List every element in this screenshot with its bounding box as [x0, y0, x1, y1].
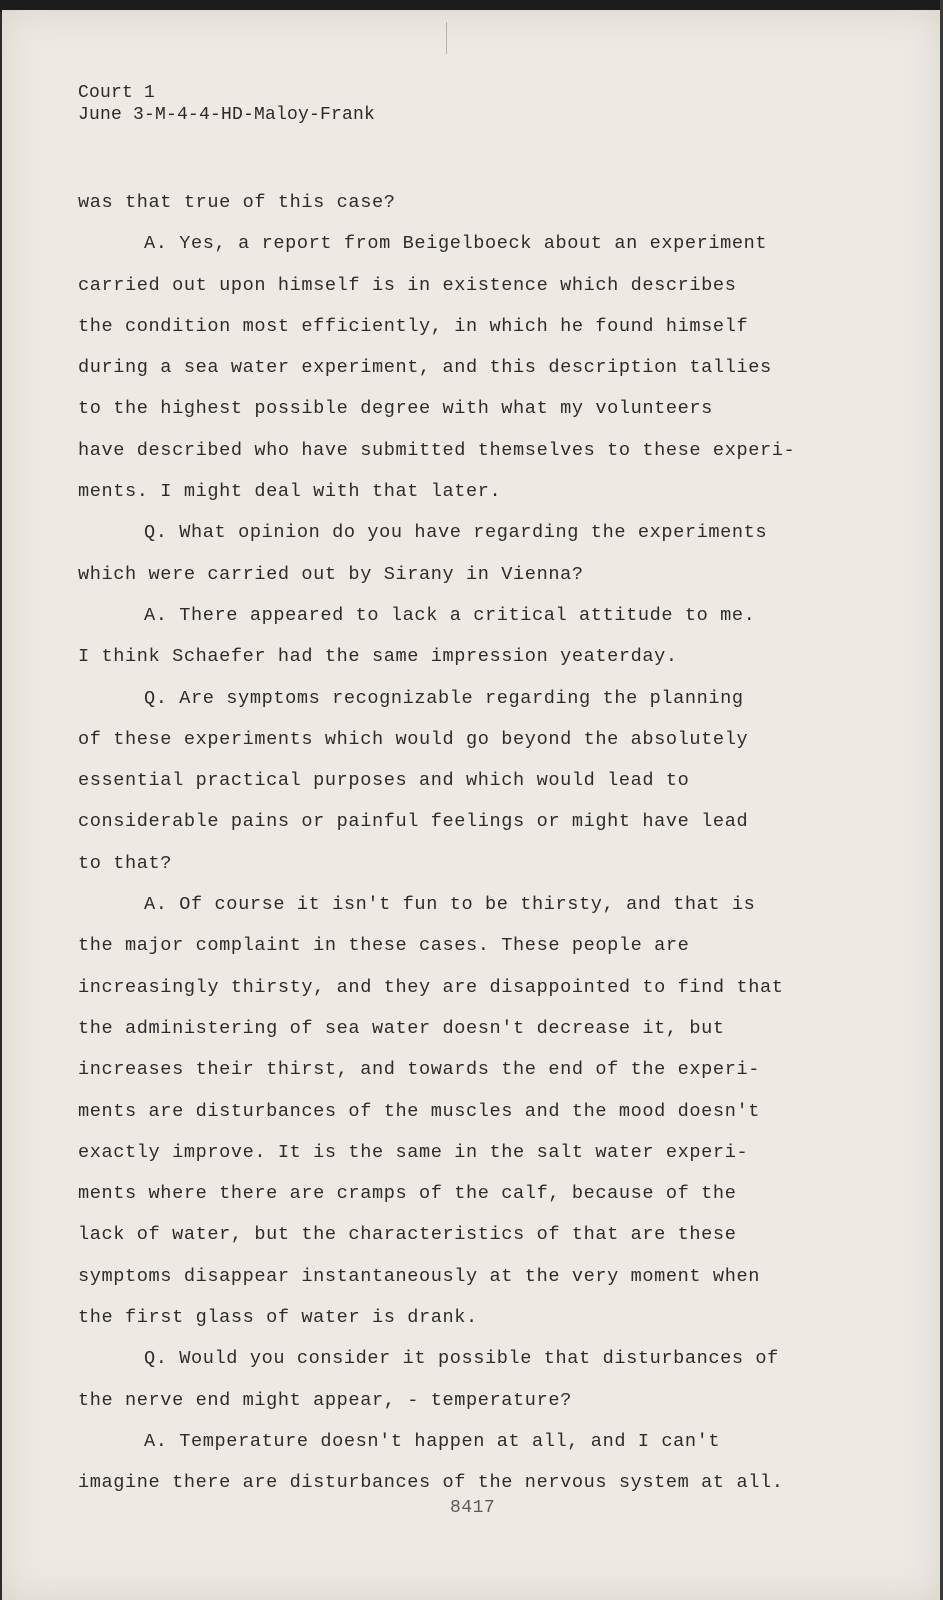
transcript-line: A. Temperature doesn't happen at all, and I can't: [144, 1430, 721, 1452]
transcript-line: considerable pains or painful feelings or might have lead: [78, 811, 749, 833]
transcript-line: I think Schaefer had the same impression yeaterday.: [78, 646, 678, 668]
transcript-line: the nerve end might appear, - temperature?: [78, 1389, 572, 1411]
transcript-line: the administering of sea water doesn't decrease it, but: [78, 1017, 725, 1039]
transcript-line: Q. Would you consider it possible that disturbances of: [144, 1348, 779, 1370]
transcript-line: was that true of this case?: [78, 192, 396, 213]
paper-fold-mark: [446, 22, 447, 54]
transcript-line: ments where there are cramps of the calf, because of the: [78, 1183, 737, 1205]
transcript-line: during a sea water experiment, and this description tallies: [78, 357, 772, 379]
transcript-line: ments are disturbances of the muscles and the mood doesn't: [78, 1100, 760, 1122]
transcript-body: [78, 182, 838, 1504]
transcript-line: Q. What opinion do you have regarding the experiments: [144, 522, 768, 544]
transcript-line: carried out upon himself is in existence which describes: [78, 274, 737, 296]
transcript-line: increasingly thirsty, and they are disappointed to find that: [78, 976, 784, 998]
transcript-line: of these experiments which would go beyond the absolutely: [78, 728, 749, 750]
transcript-line: A. There appeared to lack a critical attitude to me.: [144, 604, 756, 626]
document-header: [78, 82, 375, 126]
transcript-line: have described who have submitted themselves to these experi-: [78, 439, 796, 461]
transcript-line: essential practical purposes and which would lead to: [78, 770, 690, 792]
transcript-line: exactly improve. It is the same in the salt water experi-: [78, 1141, 749, 1163]
transcript-line: increases their thirst, and towards the end of the experi-: [78, 1059, 760, 1081]
transcript-line: which were carried out by Sirany in Vienna?: [78, 563, 584, 585]
transcript-line: the major complaint in these cases. These people are: [78, 935, 690, 957]
transcript-line: the condition most efficiently, in which he found himself: [78, 315, 749, 337]
transcript-line: A. Yes, a report from Beigelboeck about an experiment: [144, 233, 768, 255]
session-label: June 3-M-4-4-HD-Maloy-Frank: [78, 105, 376, 125]
page-number: 8417: [450, 1498, 496, 1518]
document-page: [2, 10, 941, 1600]
transcript-line: lack of water, but the characteristics of that are these: [78, 1224, 737, 1246]
transcript-line: A. Of course it isn't fun to be thirsty, and that is: [144, 894, 756, 916]
transcript-line: symptoms disappear instantaneously at the very moment when: [78, 1265, 760, 1287]
transcript-line: the first glass of water is drank.: [78, 1307, 478, 1329]
transcript-line: imagine there are disturbances of the nervous system at all.: [78, 1472, 784, 1494]
transcript-line: Q. Are symptoms recognizable regarding the planning: [144, 687, 744, 709]
court-label: Court 1: [78, 83, 156, 103]
transcript-line: to that?: [78, 852, 173, 874]
transcript-line: to the highest possible degree with what my volunteers: [78, 398, 713, 420]
transcript-line: ments. I might deal with that later.: [78, 481, 502, 503]
